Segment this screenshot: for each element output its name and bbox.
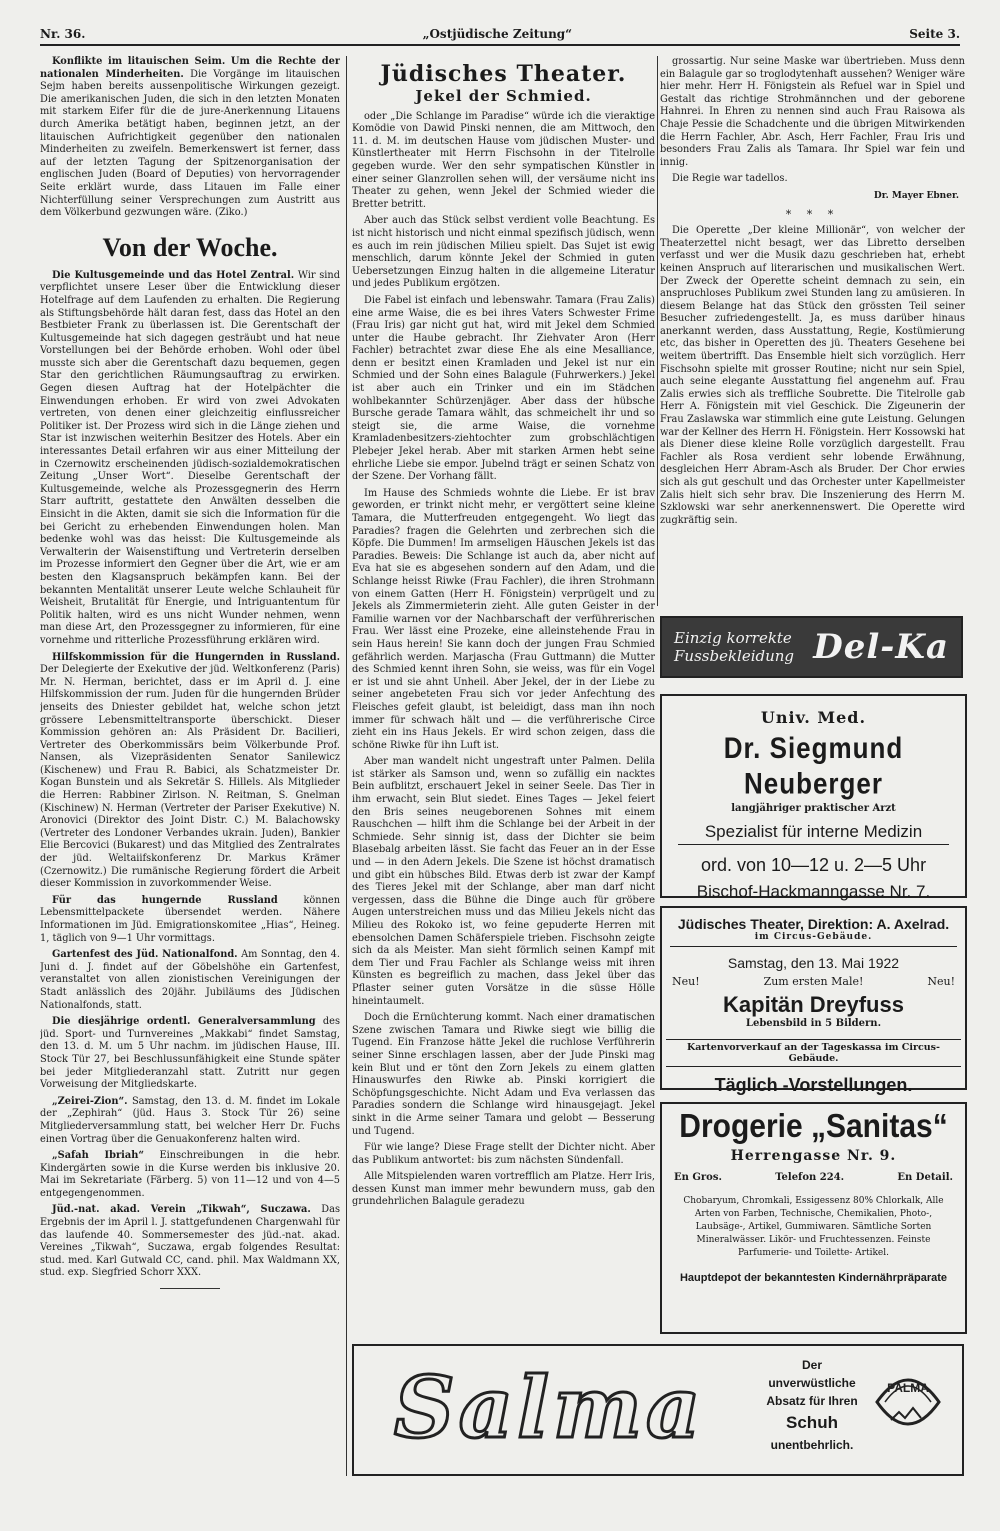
- ad-text: En Detail.: [897, 1172, 953, 1183]
- ad-sanitas: [660, 1102, 967, 1334]
- ad-text: Hauptdepot der bekanntesten Kindernährpräparate: [679, 1272, 948, 1284]
- ad-text: Herrengasse Nr. 9.: [730, 1148, 897, 1164]
- article-body: Samstag, den 13. d. M. findet im Lokale der „Zephirah“ (jüd. Haus 3. Stock Tür 26) seine Mitgliederversammlung statt, bei welcher Herr Dr. Fuchs einen Vortrag über die Genuakonferenz halten wird.: [40, 1095, 340, 1145]
- ad-theater: [660, 906, 967, 1095]
- article-hilfs: [40, 652, 340, 891]
- ad-delka-slogan: [674, 629, 794, 665]
- column-right: [660, 56, 965, 616]
- ad-sanitas-title: Drogerie „Sanitas“: [679, 1108, 948, 1145]
- ad-doctor: [660, 694, 967, 901]
- ad-salma: [352, 1344, 964, 1476]
- ad-delka: [660, 616, 963, 678]
- article-seim: [40, 56, 340, 220]
- newspaper-title: „Ostjüdische Zeitung“: [422, 27, 573, 41]
- column-middle: [352, 56, 655, 1466]
- review-paragraph: Doch die Ernüchterung kommt. Nach einer dramatischen Szene zwischen Tamara und Riwke siegt wie billig die Tugend. Ein Franzose hätte Jekel die ruchlose Verführerin seiner Sinne erschlagen lassen, aber der Jude Pinski mag kein Blut und er tönt den Zorn Jekels zu einem glatten Hinauswurfes den Riwke ab. Pinski korrigiert die Schöpfungsgeschichte. Nicht Adam und Eva verlassen das Paradies sondern die Schlange wird hinausgejagt. Jekel sinkt in die Arme seiner Tamara und gelobt — Besserung und Tugend.: [352, 1012, 655, 1137]
- ad-text: Einzig korrekte: [674, 629, 792, 647]
- ad-text: Schuh: [786, 1413, 838, 1432]
- column-divider: [657, 56, 658, 606]
- palma-logo-icon: [869, 1362, 947, 1442]
- issue-number: Nr. 36.: [40, 27, 86, 41]
- page-header: [40, 26, 960, 42]
- column-divider: [346, 56, 347, 1476]
- header-rule: [40, 44, 960, 46]
- article-body: Der Delegierte der Exekutive der jüd. Weltkonferenz (Paris) Mr. N. Herman, berichtet, dass er im April d. J. eine Hilfskommission der rum. Juden für die hungernden Brüder jenseits des Dniester gebildet hat, welche schon jetzt grössere Lebensmitteltransporte überschickt. Dieser Kommission gehören an: Als Präsident Dr. Bacilieri, Vertreter des Oberkommissärs beim Völkerbunde Prof. Nansen, als Vizepräsidenten Senator Sanilewicz (Kischenew) und Frau R. Babici, als Schatzmeister Dr. Kogan Bunstein und als Sekretär S. Hillels. Als Mitglieder die Herren: Rabbiner Zirlson. N. Reitman, S. Gnelman (Kischinew) N. Herman (Vertreter der Pariser Exekutive) N. Aronovici (Direktor des Joint Distr. C.) M. Balachowsky (Vertreter des Londoner Verbandes ukrain. Juden), Bankier Elie Bercovici (Bukarest) und das Mitglied des Zentralrates der jüd. Weltaiifskonferenz Dr. Markus Krämer (Czernowitz.) Die rumänische Regierung fördert die Arbeit dieser Kommission in zuvorkommender Weise.: [40, 664, 340, 890]
- ad-text: Fussbekleidung: [674, 647, 795, 665]
- ad-text: Kartenvorverkauf an der Tageskassa im Circus-Gebäude.: [666, 1039, 961, 1067]
- article-lead: Die diesjährige ordentl. Generalversammlung: [52, 1016, 316, 1028]
- ad-text: Univ. Med.: [760, 708, 867, 727]
- ad-text: Bischof-Hackmanngasse Nr. 7.: [696, 882, 931, 901]
- review-paragraph: oder „Die Schlange im Paradise“ würde ich die vieraktige Komödie von Dawid Pinski nennen, die am Mittwoch, den 11. d. M. im deutschen Hause vom jüdischen Muster- und Künstlertheater mit Herrn Fischsohn in der Titelrolle gegeben wurde. Wer den sehr sympatischen Künstler in einer seiner Glanzrollen sehen will, der versäume nicht ins Theater zu gehen, wenn Jekel der Schmied wieder die Bretter betritt.: [352, 110, 655, 210]
- article-lead: Gartenfest des Jüd. Nationalfond.: [52, 949, 238, 961]
- ad-text: Täglich -Vorstellungen.: [714, 1075, 913, 1095]
- article-lead: Für das hungernde Russland: [52, 894, 278, 906]
- article-garten: [40, 949, 340, 1012]
- ad-text: Der unverwüstliche: [768, 1358, 856, 1390]
- ad-text: Telefon 224.: [775, 1172, 845, 1183]
- ad-text: Spezialist für interne Medizin: [678, 822, 949, 845]
- article-lead: Konflikte im litauischen Seim. Um die Rechte der nationalen Minderheiten.: [40, 56, 340, 80]
- ad-play-title: Kapitän Dreyfuss: [723, 992, 904, 1017]
- article-body: Die Vorgänge im litauischen Sejm haben bereits aussenpolitische Wirkungen gezeigt. Die amerikanischen Juden, die sich in den letzten Monaten mit starkem Eifer für die de jure-Anerkennung Litauens durch Amerika betätigt haben, beginnen jetzt, an der litauischen Aufrichtigkeit gegenüber den nationalen Minderheiten zu zweifeln. Bemerkenswert ist ferner, dass auf der letzten Tagung der Spitzenorganisation der englischen Juden (Board of Deputies) von hervorragender Seite erklärt wurde, dass Litauen im Falle einer Nichterfüllung seiner Versprechungen zum Austritt aus dem Völkerbund gezwungen wäre. (Ziko.): [40, 68, 340, 219]
- ad-text: im Circus-Gebäude.: [754, 932, 873, 942]
- article-lead: Jüd.-nat. akad. Verein „Tikwah“, Suczawa.: [52, 1204, 311, 1216]
- ad-text: En Gros.: [674, 1172, 722, 1183]
- theater-review-subtitle: Jekel der Schmied.: [415, 87, 592, 105]
- review-paragraph: Aber man wandelt nicht ungestraft unter Palmen. Delila ist stärker als Samson und, wenn so zufällig ein nacktes Bein aufblitzt, erschauert Jekel in seiner Seele. Das Tier in ihm erwacht, sein Blut siedet. Eines Tages — Jekel feiert den Bris seines neugeborenen Sohnes mit einem Rauschchen — hilft ihm die Schlange bei der Arbeit in der Schmiede. Sehr sinnig ist, dass der Dichter sie beim Blasebalg arbeiten lässt. Sie facht das Feuer an in der Esse und — in den Adern Jekels. Die Szene ist höchst dramatisch und gibt ein hübsches Bild. Etwas derb ist zwar der Kampf des Tieres Jekel mit der Schlange, aber man darf nicht vergessen, dass die Bühne die Dinge auch für gröbere Augen unterstreichen muss und das Milieu Jekels nicht das Milieu des Rokoko ist, wo feine gepuderte Herren mit ebensolchen Damen Schäferspiele trieben. Fischsohn zeigte sich da als Meister. Man sieht förmlich seinen Kampf mit dem Tier und Frau Fachler als Schlange weiss mit ihren Künsten es begreiflich zu machen, dass Jekel über das Pflaster seiner guten Vorsätze in die süsse Hölle hineintaumelt.: [352, 756, 655, 1007]
- ad-doctor-name: Dr. Siegmund Neuberger: [723, 730, 904, 801]
- ad-text: Neu!: [672, 975, 700, 988]
- section-title: Von der Woche.: [102, 232, 278, 262]
- article-lead: „Zeirei-Zion“.: [52, 1095, 128, 1107]
- ad-text: Lebensbild in 5 Bildern.: [745, 1018, 882, 1029]
- section-separator: * * *: [785, 207, 840, 221]
- ad-text: Samstag, den 13. Mai 1922: [727, 955, 900, 971]
- article-russland: [40, 895, 340, 945]
- article-zeirei: [40, 1096, 340, 1146]
- ad-text: Neu!: [927, 975, 955, 988]
- review-paragraph: Für wie lange? Diese Frage stellt der Dichter nicht. Aber das Publikum antwortet: bis zum nächsten Sündenfall.: [352, 1142, 655, 1166]
- ad-text: unentbehrlich.: [770, 1438, 854, 1452]
- review-paragraph: Die Operette „Der kleine Millionär“, von welcher der Theaterzettel nicht besagt, wer das Libretto derselben verfasst und wer die Musik dazu geschrieben hat, erhebt keinen Anspruch auf literarischen und musikalischen Wert. Der Zweck der Operette scheint demnach zu sein, ein anspruchloses Publikum zwei Stunden lang zu amüsieren. In diesem Belange hat das Stück den grössten Teil seiner Besucher zufriedengestellt. Ja, es muss darüber hinaus anerkannt werden, dass Ausstattung, Regie, Kostümierung etc, das bisher in Operetten des jü. Theaters Gesehene bei weitem übertrifft. Das Ensemble hielt sich vorzüglich. Herr Fischsohn spielte mit grosser Routine; nicht nur sein Spiel, auch seine elegante Ausstattung fiel angenehm auf. Frau Zalis erwies sich als treffliche Soubrette. Die Titelrolle gab Herr A. Fönigstein mit viel Geschick. Die Zigeunerin der Frau Zaslawska war stimmlich eine gute Leistung. Gelungen war der Kellner des Herrn H. Fönigstein. Herr Kossowski hat als Diener diese kleine Rolle vorzüglich dargestellt. Frau Fachler als Rosa verdient sehr lobende Erwähnung, desgleichen Herr Abram-Asch als Bruder. Der Chor erwies sich als gut geschult und das Orchester unter Kapellmeister Zalis hielt sich sehr brav. Die Inszenierung des Herrn M. Szklowski war sehr anerkennenswert. Die Operette wird zugkräftig sein.: [660, 225, 965, 526]
- article-kultus: [40, 270, 340, 648]
- article-lead: Die Kultusgemeinde und das Hotel Zentral.: [52, 269, 295, 281]
- ad-text: ord. von 10—12 u. 2—5 Uhr: [700, 855, 927, 875]
- article-body: Am Sonntag, den 4. Juni d. J. findet auf der Göbelshöhe ein Gartenfest, veranstaltet von allen zionistischen Vereinigungen der Stadt anlässlich des 20jähr. Jubiläums des Jüdischen Nationalfonds, statt.: [40, 949, 340, 1011]
- article-body: Einschreibungen in die hebr. Kindergärten sowie in die Kurse werden bis inklusive 20. Mai im Sekretariate (Färberg. 5) von 11—12 und von 4—5 entgegengenommen.: [40, 1150, 340, 1199]
- ad-row: [662, 1172, 965, 1183]
- ad-text: Jüdisches Theater, Direktion: A. Axelrad.: [677, 916, 950, 932]
- ad-row: [662, 975, 965, 988]
- end-rule: [160, 1288, 220, 1289]
- divider: [670, 946, 957, 947]
- article-generalversammlung: [40, 1016, 340, 1092]
- review-paragraph: Alle Mitspielenden waren vortrefflich am Platze. Herr Iris, dessen Kunst man immer mehr bewundern muss, gab den grundehrlichen Balagule geradezu: [352, 1171, 655, 1208]
- article-safah: [40, 1150, 340, 1200]
- article-body: Das Ergebnis der im April l. J. stattgefundenen Chargenwahl für das laufende 40. Sommersemester des jüd.-nat. akad. Vereines „Tikwah“, Suczawa, ergab folgendes Resultat: stud. med. Karl Gutwald CC, cand. phil. Max Waldmann XX, stud. exp. Siegfried Schorr XXX.: [40, 1204, 340, 1279]
- review-paragraph: Die Fabel ist einfach und lebenswahr. Tamara (Frau Zalis) eine arme Waise, die es bei ihres Vaters Schwester Frime (Frau Iris) gar nicht gut hat, wird mit Jekel dem Schmied unter die Haube gebracht. Ihr Ziehvater Aron (Herr Fachler) betrachtet zwar diese Ehe als eine Mesalliance, denn er besitzt einen Kramladen und Jekel ist nur ein Schmied und der Sohn eines Balagule (Fuhrwerkers.) Jekel ist aber auch ein Trinker und ein im Städchen wohlbekannter Schürzenjäger. Aber dass der hübsche Bursche gerade Tamara wählt, das schmeichelt ihr und so steigt sie, die arme Waise, die vornehme Kramladenbesitzers-ziehtochter zum grobschlächtigen Plebejer Jekel herab. Aber mit starken Armen hebt seine ehrliche Liebe sie empor. Jubelnd trägt er seinen Schatz von der Szene. Der Vorhang fällt.: [352, 294, 655, 483]
- article-body: können Lebensmittelpackete übersendet werden. Nähere Informationen im Jüd. Emigrationskomitee „Hias“, Heineg. 1, täglich von 9—1 Uhr vormittags.: [40, 894, 340, 944]
- ad-text: Zum ersten Male!: [763, 975, 864, 988]
- article-body: des jüd. Sport- und Turnvereines „Makkabi“ findet Samstag, den 13. d. M. um 5 Uhr nachm. im jüdischen Hause, III. Stock Tür 27, bei Beschlussunfähigkeit eine Stunde später bei jeder Mitgliederanzahl statt. Zutritt nur gegen Vorweisung der Mitgliedskarte.: [40, 1016, 340, 1091]
- ad-delka-brand: Del-Ka: [813, 627, 949, 667]
- review-paragraph: Die Regie war tadellos.: [672, 173, 788, 185]
- ad-salma-brand: Salma: [394, 1358, 705, 1457]
- page-number: Seite 3.: [909, 27, 960, 41]
- ad-text: Chobaryum, Chromkali, Essigessenz 80% Chlorkalk, Alle Arten von Farben, Technische, Chemikalien, Photo-, Laubsäge-, Artikel, Gummiwaren. Sämtliche Sorten Mineralwässer. Likör- und Fruchtessenzen. Feinste Parfumerie- und Toilette- Artikel.: [683, 1196, 944, 1258]
- ad-text: langjähriger praktischer Arzt: [731, 803, 896, 814]
- theater-review-title: Jüdisches Theater.: [380, 61, 627, 87]
- ad-text: Absatz für Ihren: [766, 1394, 858, 1408]
- author-signature: Dr. Mayer Ebner.: [873, 190, 959, 201]
- article-lead: Hilfskommission für die Hungernden in Russland.: [52, 651, 340, 663]
- article-lead: „Safah Ibriah“: [52, 1150, 144, 1162]
- article-tikwah: [40, 1204, 340, 1280]
- review-paragraph: Aber auch das Stück selbst verdient volle Beachtung. Es ist nicht historisch und nicht einmal spezifisch jüdisch, wenn es auch im rein jüdischen Milieu spielt. Das Sujet ist ewig menschlich, darum könnte Jekel der Schmied in guten Uebersetzungen Einzug halten in die allgemeine Literatur und jedes Publikum ergötzen.: [352, 215, 655, 290]
- palma-logo-text: PALMA: [887, 1381, 929, 1395]
- ad-salma-slogan: [762, 1356, 862, 1454]
- column-left: [40, 56, 340, 1476]
- article-body: Wir sind verpflichtet unsere Leser über die Entwicklung dieser Hotelfrage auf dem Laufenden zu erhalten. Die Regierung als Stiftungsbehörde hält daran fest, dass das Hotel an den Bestbieter Frank zu überlassen ist. Die Gerentschaft der Kultusgemeinde hat sich dagegen gesträubt und hat neue Vorstellungen bei der Behörde erhoben. Wohl oder übel musste sich aber die Gerentschaft dazu bequemen, gegen Star den gerichtlichen Räumungsauftrag zu erwirken. Gegen diesen Auftrag hat der Hotelpächter die Einwendungen erhoben. Er wird von zwei Advokaten vertreten, von denen einer gleichzeitig einflussreicher Politiker ist. Der Prozess wird sich in die Länge ziehen und Star ist inzwischen weiterhin Besitzer des Hotels. Aber ein interessantes Detail erfahren wir aus einer Mitteilung der in Czernowitz erscheinenden jüdisch-sozialdemokratischen Zeitung „Unser Wort“. Dieselbe Gerentschaft der Kultusgemeinde, welche als Prozessgegnerin des Herrn Starr auftritt, gestattete den Anwälten desselben die Einsicht in die Akten, damit sie sich die Information für die bei Gericht zu erhebenden Einwendungen holen. Man bedenke wohl was das heisst: Die Kultusgemeinde als Verwalterin der Waisenstiftung und Vertreterin derselben im Prozesse informiert den Gegner über die Art, wie er am besten den Klagsanspruch bekämpfen kann. Bei der bekannten Mentalität unserer Leute welche Schlauheit für Weisheit, Brutalität für Energie, und Intriguantentum für Politik halten, wird es uns nicht Wunder nehmen, wenn man diese Art, den Prozessgegner zu informieren, für eine vornehme und ritterliche Prozessführung erklären wird.: [40, 269, 340, 646]
- review-paragraph: Im Hause des Schmieds wohnte die Liebe. Er ist brav geworden, er trinkt nicht mehr, er vergöttert seine kleine Tamara, die Mutterfreuden entgegengeht. Wo liegt das Paradies? fragen die Gelehrten und zerbrechen sich die Köpfe. Die Dummen! Im armseligen Häuschen Jekels ist das Paradies. Beweis: Die Schlange ist auch da, aber nicht auf Eva hat sie es abgesehen sondern auf den Adam, und die Schlange heisst Riwke (Frau Fachler), die ihren Strohmann von einem Gatten (Herr H. Fönigstein) verprügelt und zu Jekels als Zimmermieterin zieht. Alle guten Geister in der Familie warnen vor der Nachbarschaft der verführerischen Frau. Wer lässt eine Prozeke, eine alleinstehende Frau in sein Haus herein! Sie kann doch der jungen Frau Schmied gefährlich werden. Marjascha (Frau Guttmann) die Mutter des Schmied kennt ihren Sohn, sie weiss, was für ein Vogel er ist und sie ahnt Unheil. Aber Jekel, der in der Liebe zu seiner angebeteten Frau sich vor jeder Anfechtung des Fleisches gefeit glaubt, ist beleidigt, dass man ihn noch immer für schwach hält und — die verführerische Circe zieht ein ins Haus Jekels. Er wird schon zeigen, dass die schöne Riwke für ihn Luft ist.: [352, 487, 655, 751]
- review-paragraph: grossartig. Nur seine Maske war übertrieben. Muss denn ein Balagule gar so troglodytenhaft aussehen? Weniger wäre hier mehr. Herr H. Fönigstein als Refuel war in Spiel und Gestalt das richtige Strohmännchen und der geborene Hahnrei. In Ehren zu nennen sind auch Frau Raisowa als Chaje Pessie die Schadchente und die übrigen Mitwirkenden die Herrn Fachler, Abr. Asch, Herr Fachler, Frau Iris und besonders Frau Zalis als Tamara. Ihr Spiel war fein und innig.: [660, 56, 965, 168]
